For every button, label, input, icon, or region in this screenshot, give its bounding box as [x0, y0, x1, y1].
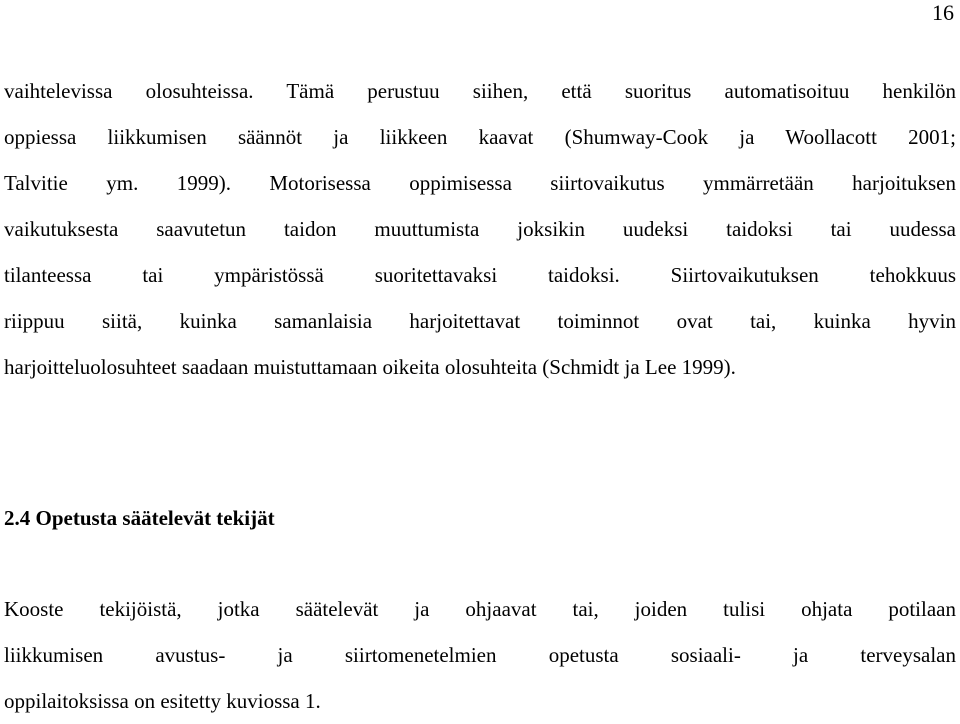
page-number: 16	[932, 0, 954, 25]
paragraph-line: vaihtelevissa olosuhteissa. Tämä perustuu siihen, että suoritus automatisoituu henkilön	[4, 79, 956, 103]
body-paragraph-2	[4, 586, 956, 724]
paragraph-line: oppilaitoksissa on esitetty kuviossa 1.	[4, 689, 321, 713]
paragraph-line: harjoitteluolosuhteet saadaan muistuttamaan oikeita olosuhteita (Schmidt ja Lee 1999).	[4, 355, 736, 379]
paragraph-line: liikkumisen avustus- ja siirtomenetelmien opetusta sosiaali- ja terveysalan	[4, 643, 956, 667]
section-heading: 2.4 Opetusta säätelevät tekijät	[4, 506, 275, 530]
paragraph-line: oppiessa liikkumisen säännöt ja liikkeen kaavat (Shumway-Cook ja Woollacott 2001;	[4, 125, 956, 149]
paragraph-line: Talvitie ym. 1999). Motorisessa oppimisessa siirtovaikutus ymmärretään harjoituksen	[4, 171, 956, 195]
paragraph-line: Kooste tekijöistä, jotka säätelevät ja ohjaavat tai, joiden tulisi ohjata potilaan	[4, 597, 956, 621]
paragraph-line: vaikutuksesta saavutetun taidon muuttumista joksikin uudeksi taidoksi tai uudessa	[4, 217, 956, 241]
paragraph-line: tilanteessa tai ympäristössä suoritettavaksi taidoksi. Siirtovaikutuksen tehokkuus	[4, 263, 956, 287]
body-paragraph-1	[4, 68, 956, 390]
paragraph-line: riippuu siitä, kuinka samanlaisia harjoitettavat toiminnot ovat tai, kuinka hyvin	[4, 309, 956, 333]
